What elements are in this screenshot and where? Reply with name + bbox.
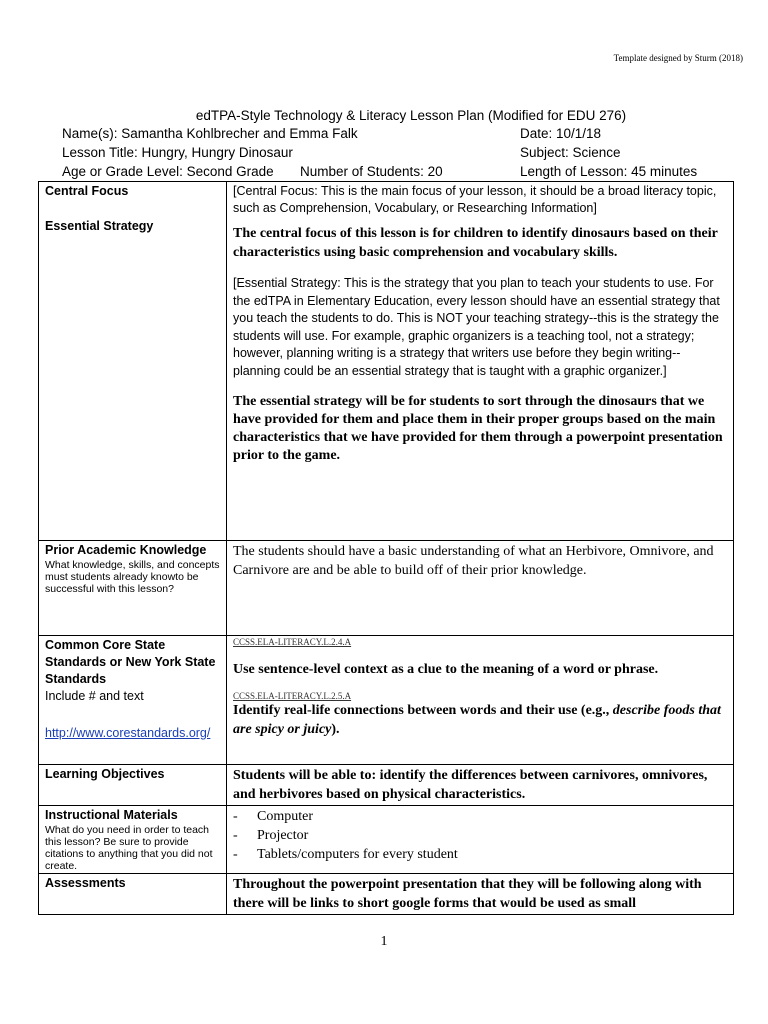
standard-code-1: CCSS.ELA-LITERACY.L.2.4.A [233, 637, 352, 647]
prior-knowledge-label-cell [39, 541, 227, 636]
assessments-label-cell [39, 874, 227, 915]
materials-label-cell [39, 806, 227, 874]
materials-content [227, 806, 734, 874]
objectives-text: Students will be able to: identify the differences between carnivores, omnivores, and herbivores based on physical characteristics. [233, 768, 708, 802]
objectives-label: Learning Objectives [45, 767, 165, 781]
header-row-3 [62, 164, 698, 179]
prior-knowledge-sub: What knowledge, skills, and concepts must students already knowto be successful with this lesson? [45, 559, 220, 595]
lesson-title-field: Lesson Title: Hungry, Hungry Dinosaur [62, 145, 293, 160]
template-credit: Template designed by Sturm (2018) [613, 53, 743, 63]
standards-label: Common Core State Standards or New York State Standards [45, 638, 216, 686]
prior-knowledge-content [227, 541, 734, 636]
objectives-label-cell [39, 765, 227, 806]
standard-text-2-c: ). [331, 722, 340, 737]
prior-knowledge-text: The students should have a basic understanding of what an Herbivore, Omnivore, and Carnivore are and be able to build off of their prior knowledge. [233, 544, 714, 578]
standards-content [227, 636, 734, 765]
central-focus-prompt: [Central Focus: This is the main focus of your lesson, it should be a broad literacy topic, such as Comprehension, Vocabulary, or Researching Information] [233, 184, 717, 215]
names-field: Name(s): Samantha Kohlbrecher and Emma Falk [62, 126, 358, 141]
central-focus-label: Central Focus [45, 184, 129, 198]
list-item: - Projector [255, 826, 727, 845]
standard-code-2: CCSS.ELA-LITERACY.L.2.5.A [233, 691, 352, 701]
standards-label-cell [39, 636, 227, 765]
central-focus-label-cell [39, 182, 227, 541]
students-field: Number of Students: 20 [300, 164, 443, 179]
page-number: 1 [380, 934, 388, 949]
essential-strategy-answer: The essential strategy will be for students to sort through the dinosaurs that we have provided for them and place them in their proper groups based on the main characteristics that we have provided for them through a powerpoint presentation prior to the game. [233, 393, 723, 463]
essential-strategy-label: Essential Strategy [45, 219, 154, 233]
central-focus-content [227, 182, 734, 541]
central-focus-answer: The central focus of this lesson is for children to identify dinosaurs based on their characteristics using basic comprehension and vocabulary skills. [233, 226, 718, 260]
standards-sub: Include # and text [45, 689, 144, 703]
lesson-plan-table [38, 181, 734, 915]
standard-text-2-a: Identify real-life connections between words and their use (e.g., [233, 703, 613, 718]
assessments-label: Assessments [45, 876, 126, 890]
list-item: - Computer [255, 807, 727, 826]
standard-text-2-example: describe foods that are spicy or juicy [233, 703, 721, 737]
row-objectives [39, 765, 734, 806]
corestandards-link[interactable]: http://www.corestandards.org/ [45, 726, 211, 740]
row-prior-knowledge [39, 541, 734, 636]
materials-list [233, 807, 727, 864]
row-central-focus [39, 182, 734, 541]
essential-strategy-prompt: [Essential Strategy: This is the strategy that you plan to teach your students to use. For the edTPA in Elementary Education, every lesson should have an essential strategy that you teach the students to do. This is NOT your teaching strategy--this is the strategy the students will use. For example, graphic organizers is a teaching tool, not a strategy; however, planning writing is a strategy that writers use before they begin writing--planning could be an essential strategy that is taught with a graphic organizer.] [233, 276, 720, 378]
row-standards [39, 636, 734, 765]
header-row-2 [62, 145, 621, 160]
subject-field: Subject: Science [520, 145, 621, 160]
assessments-content [227, 874, 734, 915]
row-assessments [39, 874, 734, 915]
objectives-content [227, 765, 734, 806]
materials-sub: What do you need in order to teach this lesson? Be sure to provide citations to anything that you did not create. [45, 824, 213, 872]
standard-text-1: Use sentence-level context as a clue to the meaning of a word or phrase. [233, 662, 659, 677]
materials-label: Instructional Materials [45, 808, 178, 822]
assessments-text: Throughout the powerpoint presentation that they will be following along with there will be links to short google forms that would be used as small [233, 877, 702, 911]
header-row-1 [62, 126, 602, 141]
list-item: - Tablets/computers for every student [255, 845, 727, 864]
page-title: edTPA-Style Technology & Literacy Lesson Plan (Modified for EDU 276) [195, 108, 627, 123]
prior-knowledge-label: Prior Academic Knowledge [45, 543, 207, 557]
row-materials [39, 806, 734, 874]
length-field: Length of Lesson: 45 minutes [520, 164, 698, 179]
standard-text-2 [233, 701, 727, 739]
grade-field: Age or Grade Level: Second Grade [62, 164, 274, 179]
date-field: Date: 10/1/18 [520, 126, 602, 141]
